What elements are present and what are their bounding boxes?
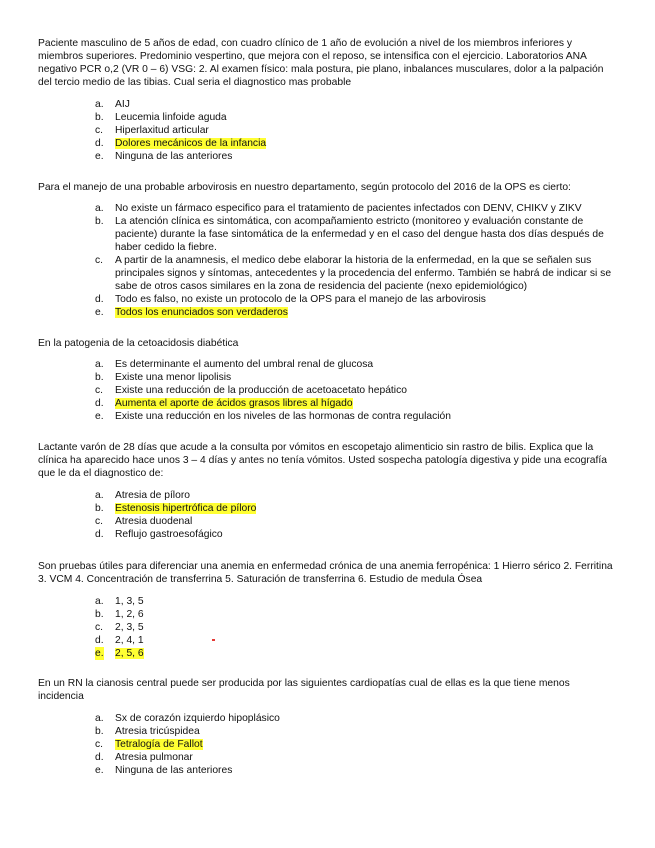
option-a [38, 712, 618, 725]
options-list [38, 595, 618, 660]
option-c [38, 515, 618, 528]
options-list [38, 712, 618, 777]
option-letter: d. [95, 529, 104, 540]
highlighted-answer: 2, 5, 6 [115, 648, 144, 659]
option-letter: a. [95, 359, 104, 370]
option-letter: d. [95, 635, 104, 646]
option-e [38, 647, 618, 660]
option-text: 1, 2, 6 [115, 609, 144, 620]
question-3 [38, 337, 618, 423]
option-text: Existe una reducción en los niveles de las hormonas de contra regulación [115, 411, 451, 422]
option-b [38, 608, 618, 621]
option-text: Leucemia linfoide aguda [115, 112, 227, 123]
option-text: 1, 3, 5 [115, 596, 144, 607]
question-5 [38, 560, 618, 660]
question-stem: Son pruebas útiles para diferenciar una anemia en enfermedad crónica de una anemia ferropénica: 1 Hierro sérico 2. Ferritina 3. VCM 4. Concentración de transferrina 5. Saturación de transferrina 6. Estudio de medula Ósea [38, 561, 613, 585]
option-text: Sx de corazón izquierdo hipoplásico [115, 713, 280, 724]
option-text: Hiperlaxitud articular [115, 125, 209, 136]
option-e [38, 306, 618, 319]
question-stem: Para el manejo de una probable arbovirosis en nuestro departamento, según protocolo del 2016 de la OPS es cierto: [38, 182, 571, 193]
question-stem: En la patogenia de la cetoacidosis diabética [38, 338, 239, 349]
option-letter: e. [95, 411, 104, 422]
option-letter: a. [95, 713, 104, 724]
option-letter: d. [95, 294, 104, 305]
option-text: Atresia de píloro [115, 490, 190, 501]
option-text: Existe una menor lipolisis [115, 372, 232, 383]
option-letter: b. [95, 609, 104, 620]
option-letter: e. [95, 151, 104, 162]
option-text: Ninguna de las anteriores [115, 765, 233, 776]
question-stem: Paciente masculino de 5 años de edad, con cuadro clínico de 1 año de evolución a nivel de los miembros inferiores y miembros superiores. Predominio vespertino, que mejora con el reposo, se intensifica con el ejercicio. Laboratorios ANA negativo PCR o,2 (VR 0 – 6) VSG: 2. Al examen físico: mala postura, pie plano, inbalances musculares, dolor a la palpación del tercio medio de las tibias. Cual seria el diagnostico mas probable [38, 38, 604, 88]
question-2 [38, 181, 618, 319]
highlighted-answer: Aumenta el aporte de ácidos grasos libres al hígado [115, 398, 353, 409]
option-c [38, 124, 618, 137]
option-text: Atresia duodenal [115, 516, 193, 527]
option-letter: d. [95, 138, 104, 149]
option-text: Existe una reducción de la producción de acetoacetato hepático [115, 385, 407, 396]
option-letter: b. [95, 112, 104, 123]
question-1 [38, 37, 618, 163]
option-a [38, 595, 618, 608]
option-text: Todo es falso, no existe un protocolo de la OPS para el manejo de las arbovirosis [115, 294, 486, 305]
option-letter: a. [95, 99, 104, 110]
options-list [38, 202, 618, 319]
options-list [38, 98, 618, 163]
option-text: No existe un fármaco especifico para el tratamiento de pacientes infectados con DENV, CHIKV y ZIKV [115, 203, 582, 214]
option-letter: b. [95, 503, 104, 514]
highlighted-answer: Estenosis hipertrófica de píloro [115, 503, 257, 514]
option-letter: e. [95, 648, 104, 659]
option-d [38, 397, 618, 410]
option-letter: c. [95, 516, 104, 527]
option-letter: c. [95, 622, 104, 633]
highlighted-answer: Tetralogía de Fallot [115, 739, 203, 750]
option-letter: b. [95, 372, 104, 383]
option-a [38, 202, 618, 215]
options-list [38, 358, 618, 423]
option-e [38, 410, 618, 423]
option-text: Ninguna de las anteriores [115, 151, 233, 162]
option-letter: d. [95, 398, 104, 409]
option-letter: a. [95, 203, 104, 214]
option-c [38, 738, 618, 751]
option-b [38, 215, 618, 254]
highlighted-answer: Dolores mecánicos de la infancia [115, 138, 267, 149]
option-letter: b. [95, 726, 104, 737]
option-e [38, 150, 618, 163]
option-text: Reflujo gastroesofágico [115, 529, 223, 540]
question-stem: Lactante varón de 28 días que acude a la consulta por vómitos en escopetajo alimenticio sin rastro de bilis. Explica que la clínica ha aparecido hace unos 3 – 4 días y antes no tenía vómitos. Usted sospecha patología digestiva y pide una ecografía que le da el diagnostico de: [38, 442, 607, 479]
option-letter: e. [95, 765, 104, 776]
option-a [38, 489, 618, 502]
option-c [38, 384, 618, 397]
option-text: 2, 3, 5 [115, 622, 144, 633]
option-letter: c. [95, 739, 104, 750]
option-text: Es determinante el aumento del umbral renal de glucosa [115, 359, 374, 370]
option-b [38, 111, 618, 124]
option-text: A partir de la anamnesis, el medico debe elaborar la historia de la enfermedad, en la que se señalen sus principales signos y síntomas, antecedentes y la procedencia del enfermo. También se habrá de indicar si se sabe de otros casos similares en la zona de residencia del paciente (nexo epidemiológico) [115, 255, 612, 292]
option-text: Atresia tricúspidea [115, 726, 200, 737]
option-letter: e. [95, 307, 104, 318]
option-text: La atención clínica es sintomática, con acompañamiento estricto (monitoreo y evaluación constante de paciente) durante la fase sintomática de la enfermedad y en el caso del dengue hasta dos días después de haber cedido la fiebre. [115, 216, 604, 253]
option-letter: a. [95, 596, 104, 607]
option-text: 2, 4, 1 [115, 635, 144, 646]
option-d [38, 137, 618, 150]
question-4 [38, 441, 618, 541]
option-d [38, 751, 618, 764]
option-c [38, 254, 618, 293]
option-letter: a. [95, 490, 104, 501]
option-d [38, 528, 618, 541]
option-letter: c. [95, 125, 104, 136]
option-letter: d. [95, 752, 104, 763]
red-mark [212, 639, 215, 641]
option-d [38, 634, 618, 647]
option-a [38, 98, 618, 111]
option-letter: c. [95, 385, 104, 396]
option-text: AIJ [115, 99, 130, 110]
option-letter: c. [95, 255, 104, 266]
option-a [38, 358, 618, 371]
option-c [38, 621, 618, 634]
question-6 [38, 677, 618, 777]
option-text: Atresia pulmonar [115, 752, 193, 763]
highlighted-answer: Todos los enunciados son verdaderos [115, 307, 288, 318]
option-b [38, 725, 618, 738]
option-d [38, 293, 618, 306]
option-b [38, 371, 618, 384]
options-list [38, 489, 618, 541]
option-e [38, 764, 618, 777]
question-stem: En un RN la cianosis central puede ser producida por las siguientes cardiopatías cual de ellas es la que tiene menos incidencia [38, 678, 570, 702]
option-letter: b. [95, 216, 104, 227]
option-b [38, 502, 618, 515]
